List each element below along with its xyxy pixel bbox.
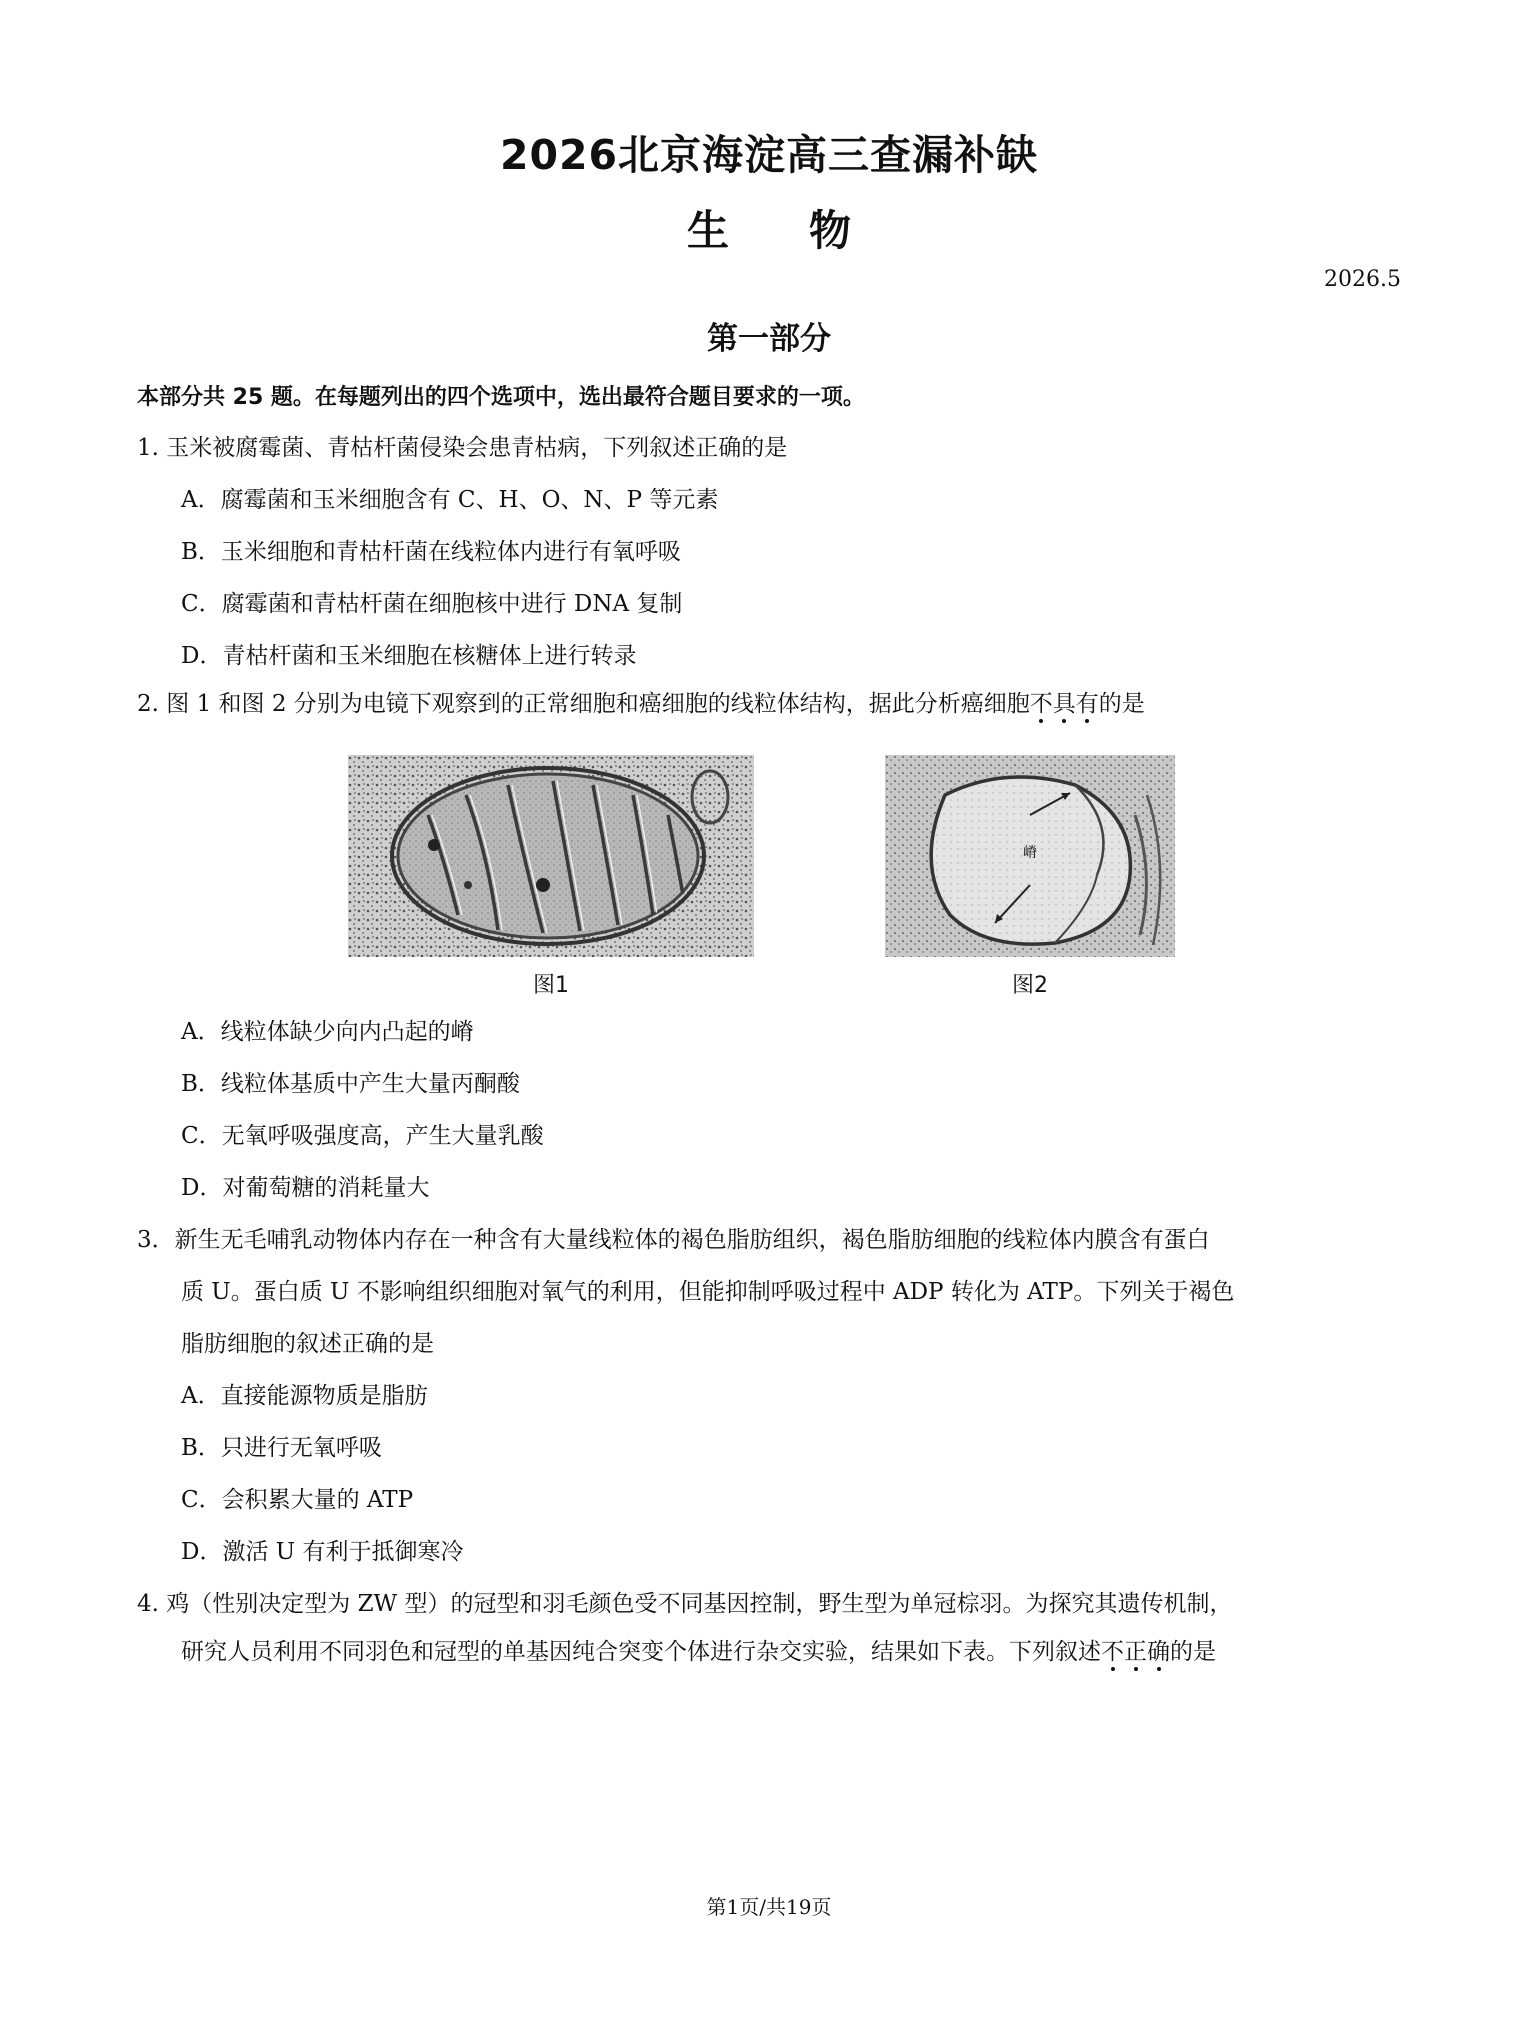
emphasis-char: 确	[1147, 1639, 1170, 1665]
figure-1-caption: 图1	[533, 973, 569, 998]
emphasis-char: 不	[1101, 1639, 1124, 1665]
q2-option-d: D．对葡萄糖的消耗量大	[181, 1175, 430, 1201]
subject-title	[0, 198, 1538, 258]
q2-option-b: B．线粒体基质中产生大量丙酮酸	[181, 1071, 520, 1097]
q2-stem-pre: 2. 图 1 和图 2 分别为电镜下观察到的正常细胞和癌细胞的线粒体结构，据此分析癌细胞	[137, 691, 1030, 717]
exam-date: 2026.5	[1324, 267, 1401, 292]
subject-char-1: 生	[686, 206, 729, 255]
emphasis-char: 不	[1029, 691, 1053, 717]
q1-option-b: B．玉米细胞和青枯杆菌在线粒体内进行有氧呼吸	[181, 539, 681, 565]
q4-stem-line-2	[181, 1636, 1216, 1668]
q1-option-d: D．青枯杆菌和玉米细胞在核糖体上进行转录	[181, 643, 637, 669]
q3-option-b: B．只进行无氧呼吸	[181, 1435, 382, 1461]
q3-option-c: C．会积累大量的 ATP	[181, 1487, 414, 1513]
q3-option-a: A．直接能源物质是脂肪	[181, 1383, 428, 1409]
figure-1-image	[348, 755, 754, 957]
figure-2-image	[885, 755, 1175, 957]
instructions: 本部分共 25 题。在每题列出的四个选项中，选出最符合题目要求的一项。	[137, 385, 865, 410]
page-footer: 第1页/共19页	[706, 1895, 832, 1919]
q2-option-a: A．线粒体缺少向内凸起的嵴	[181, 1019, 474, 1045]
emphasis-char: 有	[1075, 691, 1099, 717]
figure-2-caption: 图2	[1012, 973, 1048, 998]
q4-stem-line-1: 4. 鸡（性别决定型为 ZW 型）的冠型和羽毛颜色受不同基因控制，野生型为单冠棕羽。为探究其遗传机制，	[137, 1591, 1233, 1617]
q3-stem-line-1: 3．新生无毛哺乳动物体内存在一种含有大量线粒体的褐色脂肪组织，褐色脂肪细胞的线粒体内膜含有蛋白	[137, 1227, 1210, 1253]
q3-stem-line-2: 质 U。蛋白质 U 不影响组织细胞对氧气的利用，但能抑制呼吸过程中 ADP 转化为 ATP。下列关于褐色	[181, 1279, 1235, 1305]
q2-option-c: C．无氧呼吸强度高，产生大量乳酸	[181, 1123, 544, 1149]
crista-label: 嵴	[1023, 845, 1037, 861]
q4-stem-post: 的是	[1170, 1639, 1216, 1665]
part-heading: 第一部分	[707, 321, 831, 357]
emphasis-char: 正	[1124, 1639, 1147, 1665]
emphasis-char: 具	[1052, 691, 1076, 717]
q3-stem-line-3: 脂肪细胞的叙述正确的是	[181, 1331, 434, 1357]
q2-stem	[137, 688, 1145, 720]
q1-stem: 1. 玉米被腐霉菌、青枯杆菌侵染会患青枯病，下列叙述正确的是	[137, 435, 788, 461]
q1-option-a: A．腐霉菌和玉米细胞含有 C、H、O、N、P 等元素	[181, 487, 719, 513]
q2-stem-post: 的是	[1098, 691, 1145, 717]
q1-option-c: C．腐霉菌和青枯杆菌在细胞核中进行 DNA 复制	[181, 591, 683, 617]
subject-char-2: 物	[809, 206, 852, 255]
q4-stem-pre: 研究人员利用不同羽色和冠型的单基因纯合突变个体进行杂交实验，结果如下表。下列叙述	[181, 1639, 1101, 1665]
page-title: 2026北京海淀高三查漏补缺	[499, 131, 1039, 179]
q3-option-d: D．激活 U 有利于抵御寒冷	[181, 1539, 464, 1565]
